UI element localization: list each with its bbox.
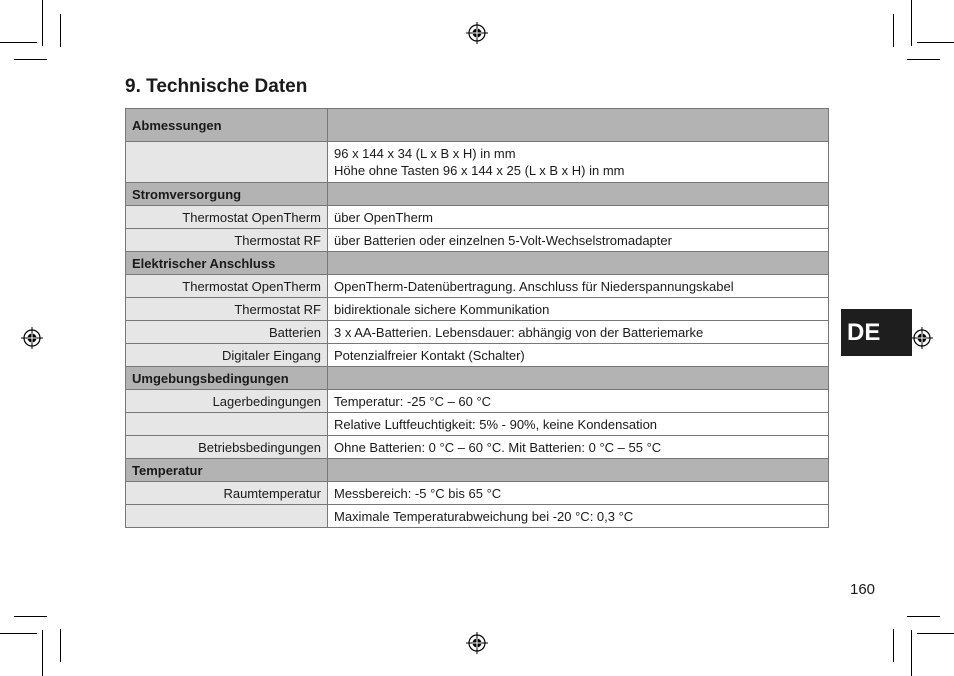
crop-mark (0, 42, 37, 43)
page-number: 160 (850, 581, 876, 598)
section-heading: Elektrischer Anschluss (126, 252, 328, 275)
registration-mark-icon (466, 632, 488, 654)
row-label: Lagerbedingungen (126, 390, 328, 413)
row-label (126, 413, 328, 436)
row-value (328, 142, 829, 183)
crop-mark (42, 630, 43, 676)
row-value: bidirektionale sichere Kommunikation (328, 298, 829, 321)
row-label (126, 505, 328, 528)
crop-mark (907, 59, 940, 60)
section-empty-cell (328, 109, 829, 142)
row-value: OpenTherm-Datenübertragung. Anschluss für Niederspannungskabel (328, 275, 829, 298)
crop-mark (60, 14, 61, 47)
table-row (126, 413, 829, 436)
crop-mark (893, 14, 894, 47)
crop-mark (907, 616, 940, 617)
row-label: Digitaler Eingang (126, 344, 328, 367)
section-heading: Umgebungsbedingungen (126, 367, 328, 390)
spec-table (125, 108, 829, 528)
row-value: Relative Luftfeuchtigkeit: 5% - 90%, keine Kondensation (328, 413, 829, 436)
crop-mark (42, 0, 43, 46)
row-value-line: Höhe ohne Tasten 96 x 144 x 25 (L x B x H) in mm (334, 163, 625, 178)
crop-mark (917, 42, 954, 43)
language-tab: DE (841, 309, 912, 356)
row-label: Thermostat RF (126, 298, 328, 321)
section-heading: Temperatur (126, 459, 328, 482)
page-title: 9. Technische Daten (125, 76, 308, 97)
row-value: Messbereich: -5 °C bis 65 °C (328, 482, 829, 505)
table-row (126, 275, 829, 298)
row-label: Thermostat OpenTherm (126, 275, 328, 298)
section-header (126, 252, 829, 275)
registration-mark-icon (911, 327, 933, 349)
section-empty-cell (328, 459, 829, 482)
section-empty-cell (328, 183, 829, 206)
registration-mark-icon (21, 327, 43, 349)
row-label: Thermostat OpenTherm (126, 206, 328, 229)
section-heading: Abmessungen (126, 109, 328, 142)
table-row (126, 505, 829, 528)
row-value: Ohne Batterien: 0 °C – 60 °C. Mit Batterien: 0 °C – 55 °C (328, 436, 829, 459)
section-header (126, 109, 829, 142)
row-value: 3 x AA-Batterien. Lebensdauer: abhängig von der Batteriemarke (328, 321, 829, 344)
table-row (126, 436, 829, 459)
table-row (126, 142, 829, 183)
table-row (126, 390, 829, 413)
table-row (126, 206, 829, 229)
row-value: Potenzialfreier Kontakt (Schalter) (328, 344, 829, 367)
row-label: Batterien (126, 321, 328, 344)
section-empty-cell (328, 252, 829, 275)
row-label: Raumtemperatur (126, 482, 328, 505)
crop-mark (911, 630, 912, 676)
row-value: Maximale Temperaturabweichung bei -20 °C: 0,3 °C (328, 505, 829, 528)
row-value: über Batterien oder einzelnen 5-Volt-Wechselstromadapter (328, 229, 829, 252)
crop-mark (60, 629, 61, 662)
table-row (126, 321, 829, 344)
section-header (126, 367, 829, 390)
row-label: Thermostat RF (126, 229, 328, 252)
row-label: Betriebsbedingungen (126, 436, 328, 459)
section-heading: Stromversorgung (126, 183, 328, 206)
crop-mark (911, 0, 912, 46)
crop-mark (917, 633, 954, 634)
table-row (126, 344, 829, 367)
table-row (126, 298, 829, 321)
crop-mark (0, 633, 37, 634)
row-value: Temperatur: -25 °C – 60 °C (328, 390, 829, 413)
crop-mark (14, 616, 47, 617)
crop-mark (14, 59, 47, 60)
section-header (126, 183, 829, 206)
registration-mark-icon (466, 22, 488, 44)
section-empty-cell (328, 367, 829, 390)
row-value-line: 96 x 144 x 34 (L x B x H) in mm (334, 146, 516, 161)
section-header (126, 459, 829, 482)
table-row (126, 229, 829, 252)
crop-mark (893, 629, 894, 662)
table-row (126, 482, 829, 505)
row-value: über OpenTherm (328, 206, 829, 229)
row-label (126, 142, 328, 183)
